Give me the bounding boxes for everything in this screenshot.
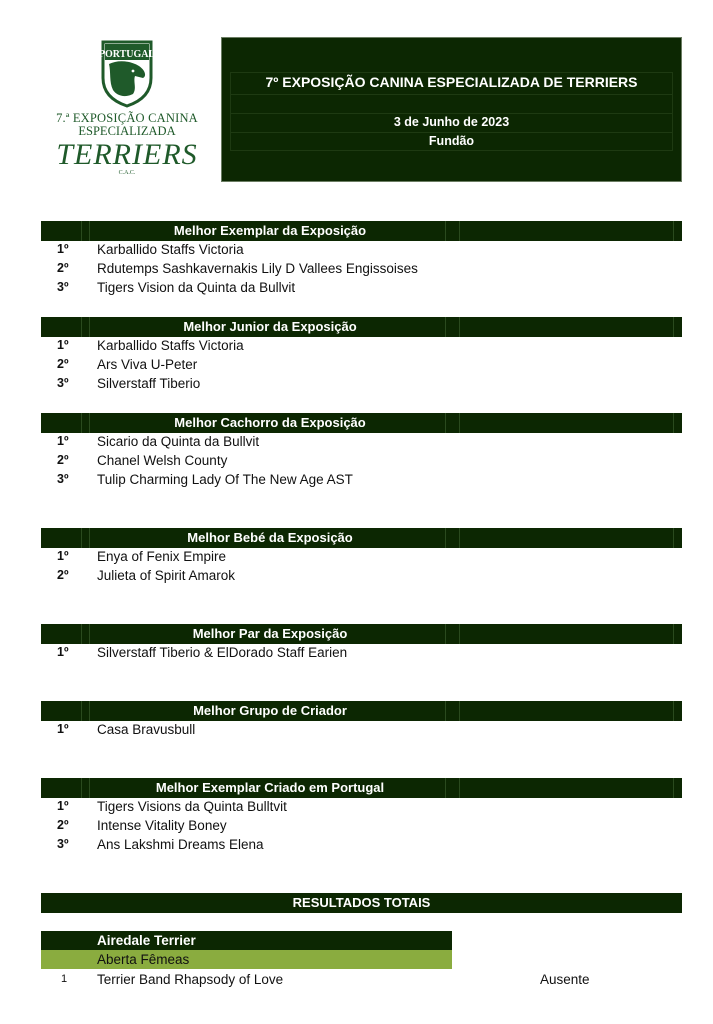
section-header bbox=[41, 701, 682, 721]
logo-line2: ESPECIALIZADA bbox=[78, 124, 176, 138]
dog-name: Karballido Staffs Victoria bbox=[97, 338, 244, 353]
rank: 3º bbox=[57, 280, 69, 294]
section-title: Melhor Grupo de Criador bbox=[193, 703, 347, 718]
rank: 2º bbox=[57, 568, 69, 582]
section-header bbox=[41, 528, 682, 548]
rank: 3º bbox=[57, 472, 69, 486]
dog-name: Ans Lakshmi Dreams Elena bbox=[97, 837, 264, 852]
rank: 1º bbox=[57, 722, 69, 736]
dog-name: Terrier Band Rhapsody of Love bbox=[97, 972, 284, 987]
dog-name: Julieta of Spirit Amarok bbox=[97, 568, 236, 583]
rank: 1º bbox=[57, 338, 69, 352]
rank: 1º bbox=[57, 799, 69, 813]
dog-name: Intense Vitality Boney bbox=[97, 818, 227, 833]
section-header bbox=[41, 778, 682, 798]
section-title: Melhor Par da Exposição bbox=[192, 626, 348, 641]
dog-name: Silverstaff Tiberio & ElDorado Staff Earien bbox=[97, 645, 348, 660]
rank: 3º bbox=[57, 376, 69, 390]
rank: 2º bbox=[57, 818, 69, 832]
breed-header bbox=[41, 931, 452, 950]
dog-name: Sicario da Quinta da Bullvit bbox=[97, 434, 260, 449]
header-banner bbox=[221, 37, 682, 182]
entry-number: 1 bbox=[61, 973, 68, 985]
dog-name: Tulip Charming Lady Of The New Age AST bbox=[97, 472, 353, 487]
section-header bbox=[41, 413, 682, 433]
dog-name: Silverstaff Tiberio bbox=[97, 376, 201, 391]
section-title: Melhor Exemplar Criado em Portugal bbox=[155, 780, 385, 795]
rank: 1º bbox=[57, 645, 69, 659]
section-title: Melhor Cachorro da Exposição bbox=[174, 415, 366, 430]
dog-name: Enya of Fenix Empire bbox=[97, 549, 227, 564]
dog-name: Casa Bravusbull bbox=[97, 722, 196, 737]
terrier-club-shield-icon bbox=[99, 38, 155, 108]
totals-header: RESULTADOS TOTAIS bbox=[41, 893, 682, 913]
logo-line1: 7.ª EXPOSIÇÃO CANINA bbox=[56, 111, 198, 125]
table-row bbox=[41, 970, 682, 989]
rank: 1º bbox=[57, 434, 69, 448]
rank: 1º bbox=[57, 242, 69, 256]
class-name: Aberta Fêmeas bbox=[97, 952, 190, 967]
rank: 2º bbox=[57, 261, 69, 275]
class-header bbox=[41, 950, 452, 969]
rank: 1º bbox=[57, 549, 69, 563]
event-date: 3 de Junho de 2023 bbox=[393, 115, 510, 129]
section-header bbox=[41, 317, 682, 337]
breed-name: Airedale Terrier bbox=[97, 933, 196, 948]
section-title: Melhor Bebé da Exposição bbox=[187, 530, 353, 545]
section-header bbox=[41, 624, 682, 644]
section-title: Melhor Junior da Exposição bbox=[183, 319, 357, 334]
rank: 2º bbox=[57, 357, 69, 371]
entry-status: Ausente bbox=[540, 972, 590, 987]
event-logo bbox=[52, 38, 202, 183]
event-place: Fundão bbox=[428, 134, 475, 148]
section-header bbox=[41, 221, 682, 241]
page-title: 7º EXPOSIÇÃO CANINA ESPECIALIZADA DE TERRIERS bbox=[265, 74, 638, 90]
dog-name: Rdutemps Sashkavernakis Lily D Vallees Engissoises bbox=[97, 261, 418, 276]
dog-name: Karballido Staffs Victoria bbox=[97, 242, 244, 257]
dog-name: Chanel Welsh County bbox=[97, 453, 228, 468]
logo-brand: TERRIERS bbox=[56, 138, 198, 171]
logo-sub: C.A.C. bbox=[118, 170, 136, 176]
dog-name: Tigers Vision da Quinta da Bullvit bbox=[97, 280, 296, 295]
rank: 2º bbox=[57, 453, 69, 467]
section-title: Melhor Exemplar da Exposição bbox=[173, 223, 367, 238]
dog-name: Ars Viva U-Peter bbox=[97, 357, 198, 372]
dog-name: Tigers Visions da Quinta Bulltvit bbox=[97, 799, 287, 814]
rank: 3º bbox=[57, 837, 69, 851]
svg-text:PORTUGAL: PORTUGAL bbox=[99, 49, 155, 60]
